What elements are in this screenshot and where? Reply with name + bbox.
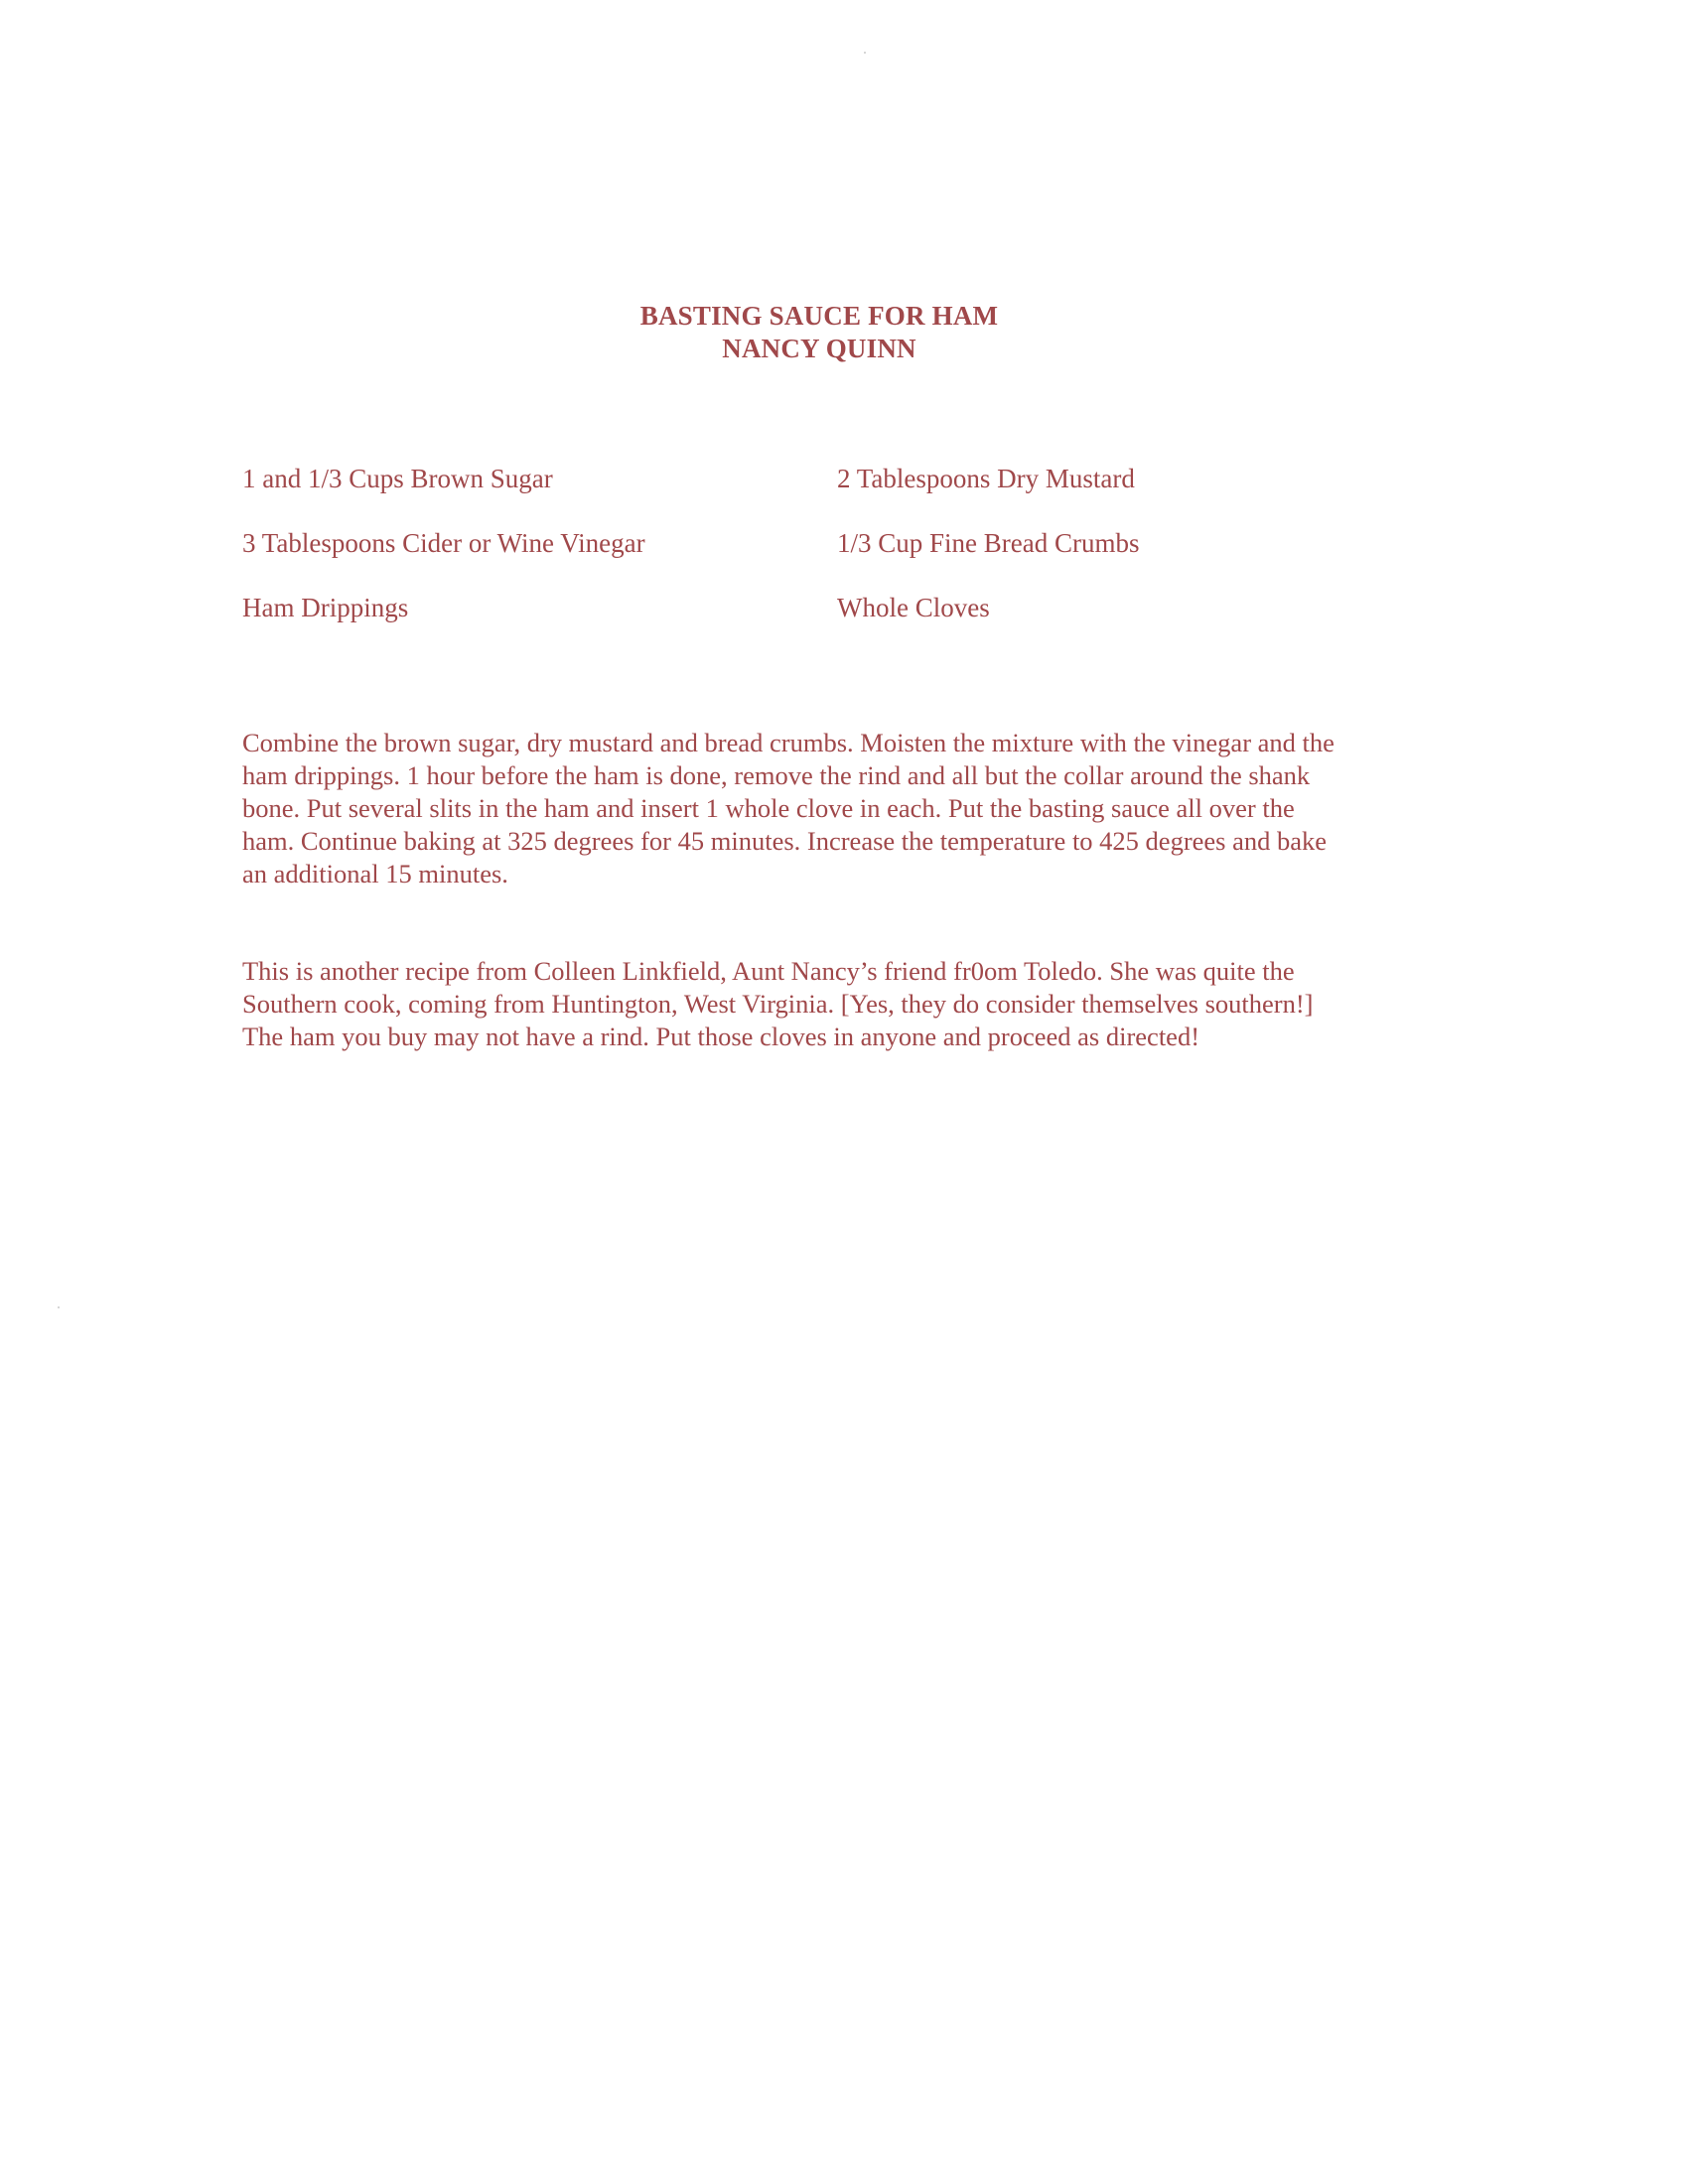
ingredient-item: Whole Cloves	[837, 593, 990, 622]
ingredient-row	[242, 528, 1434, 562]
note-line: This is another recipe from Colleen Linkfield, Aunt Nancy’s friend fr0om Toledo. She was quite the	[242, 956, 1295, 986]
scan-speck	[58, 1306, 60, 1308]
ingredient-row	[242, 464, 1434, 497]
recipe-author: NANCY QUINN	[722, 334, 916, 363]
scan-speck	[864, 52, 866, 54]
ingredient-item: 3 Tablespoons Cider or Wine Vinegar	[242, 528, 645, 558]
instructions-paragraph	[242, 727, 1434, 890]
instructions-line: Combine the brown sugar, dry mustard and bread crumbs. Moisten the mixture with the vinegar and the	[242, 728, 1335, 757]
ingredient-item: Ham Drippings	[242, 593, 409, 622]
note-paragraph	[242, 955, 1434, 1053]
recipe-header	[0, 300, 1638, 365]
ingredient-row	[242, 593, 1434, 626]
ingredient-item: 1/3 Cup Fine Bread Crumbs	[837, 528, 1140, 558]
note-line: The ham you buy may not have a rind. Put those cloves in anyone and proceed as directed!	[242, 1022, 1200, 1051]
note-line: Southern cook, coming from Huntington, West Virginia. [Yes, they do consider themselves southern!]	[242, 989, 1314, 1019]
instructions-line: bone. Put several slits in the ham and insert 1 whole clove in each. Put the basting sauce all over the	[242, 793, 1295, 823]
ingredient-item: 1 and 1/3 Cups Brown Sugar	[242, 464, 553, 493]
instructions-line: an additional 15 minutes.	[242, 859, 508, 888]
instructions-line: ham drippings. 1 hour before the ham is done, remove the rind and all but the collar around the shank	[242, 760, 1311, 790]
instructions-line: ham. Continue baking at 325 degrees for 45 minutes. Increase the temperature to 425 degrees and bake	[242, 826, 1328, 856]
ingredient-item: 2 Tablespoons Dry Mustard	[837, 464, 1135, 493]
recipe-title: BASTING SAUCE FOR HAM	[639, 301, 999, 331]
